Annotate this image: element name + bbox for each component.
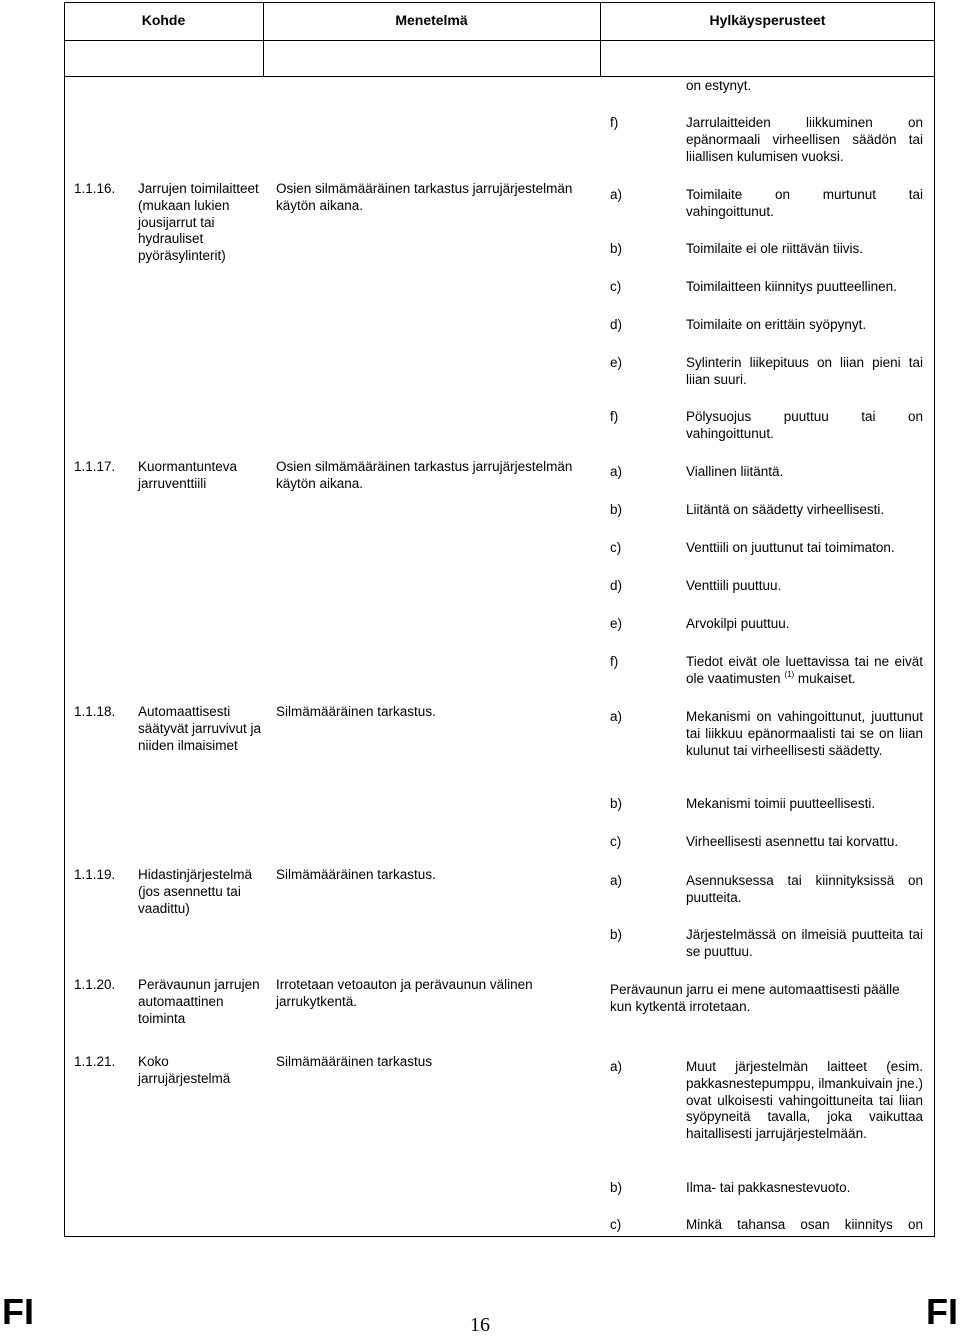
- item-label: e): [610, 616, 623, 631]
- item-text: Asennuksessa tai kiinnityksissä on puutteita.: [686, 873, 923, 905]
- row-number: 1.1.17.: [74, 459, 116, 474]
- item-text: Mekanismi on vahingoittunut, juuttunut tai liikkuu epänormaalisti tai se on liian kulunut tai virheellisesti säädetty.: [686, 709, 923, 758]
- item-label: e): [610, 355, 623, 370]
- row-kohde: Automaattisesti säätyvät jarruvivut ja niiden ilmaisimet: [138, 704, 262, 753]
- item-label: a): [610, 709, 623, 724]
- item-text: Mekanismi toimii puutteellisesti.: [686, 796, 876, 811]
- row-menetelma: Silmämääräinen tarkastus.: [276, 704, 436, 719]
- item-text: [686, 654, 923, 688]
- continuation-text: on estynyt.: [686, 78, 752, 93]
- row-criterion: Perävaunun jarru ei mene automaattisesti päälle kun kytkentä irrotetaan.: [610, 982, 900, 1014]
- item-label: f): [610, 115, 619, 130]
- row-kohde: Koko jarrujärjestelmä: [138, 1054, 231, 1086]
- row-number: 1.1.16.: [74, 181, 116, 196]
- item-label: a): [610, 1059, 623, 1074]
- item-text: Jarrulaitteiden liikkuminen on epänormaali virheellisen säädön tai liiallisen kulumisen vuoksi.: [686, 115, 923, 164]
- row-number: 1.1.18.: [74, 704, 116, 719]
- item-label: c): [610, 834, 622, 849]
- item-label: c): [610, 1217, 622, 1232]
- footnote-ref: (1): [784, 669, 795, 679]
- item-label: a): [610, 464, 623, 479]
- row-kohde: Hidastinjärjestelmä (jos asennettu tai vaadittu): [138, 867, 253, 916]
- item-text: Liitäntä on säädetty virheellisesti.: [686, 502, 885, 517]
- item-text: Arvokilpi puuttuu.: [686, 616, 790, 631]
- item-text: Toimilaite on erittäin syöpynyt.: [686, 317, 867, 332]
- item-label: c): [610, 279, 622, 294]
- item-text: Minkä tahansa osan kiinnitys on: [686, 1217, 923, 1232]
- item-text: Toimilaitteen kiinnitys puutteellinen.: [686, 279, 897, 294]
- row-kohde: Perävaunun jarrujen automaattinen toiminta: [138, 977, 260, 1026]
- item-text-main: Tiedot eivät ole luettavissa tai ne eivät ole vaatimusten: [686, 654, 923, 686]
- item-label: a): [610, 873, 623, 888]
- row-number: 1.1.19.: [74, 867, 116, 882]
- item-label: a): [610, 187, 623, 202]
- header-kohde: Kohde: [141, 12, 186, 28]
- item-text: Järjestelmässä on ilmeisiä puutteita tai se puuttuu.: [686, 927, 923, 959]
- item-label: f): [610, 409, 619, 424]
- item-label: b): [610, 1180, 623, 1195]
- page-number: 16: [470, 1314, 490, 1336]
- item-text: Viallinen liitäntä.: [686, 464, 784, 479]
- row-menetelma: Silmämääräinen tarkastus: [276, 1054, 433, 1069]
- footer-language-right: FI: [926, 1291, 958, 1332]
- item-text: Pölysuojus puuttuu tai on vahingoittunut.: [686, 409, 923, 441]
- item-text: Muut järjestelmän laitteet (esim. pakkasnestepumppu, ilmankuivain jne.) ovat ulkoisesti vahingoittuneita tai liian syöpyneitä tavalla, joka vaikuttaa haitallisesti jarrujärjestelmään.: [686, 1059, 923, 1142]
- footer-language-left: FI: [2, 1291, 34, 1332]
- item-text: Toimilaite ei ole riittävän tiivis.: [686, 241, 864, 256]
- row-number: 1.1.21.: [74, 1054, 116, 1069]
- item-text: Virheellisesti asennettu tai korvattu.: [686, 834, 899, 849]
- item-text: Venttiili puuttuu.: [686, 578, 782, 593]
- row-kohde: Jarrujen toimilaitteet (mukaan lukien jousijarrut tai hydrauliset pyöräsylinterit): [138, 181, 259, 264]
- header-hylkaysperusteet: Hylkäysperusteet: [709, 12, 826, 28]
- row-kohde: Kuormantunteva jarruventtiili: [138, 459, 238, 491]
- header-menetelma: Menetelmä: [395, 12, 468, 28]
- item-label: b): [610, 796, 623, 811]
- item-text-end: mukaiset.: [797, 670, 856, 686]
- item-label: d): [610, 317, 623, 332]
- row-number: 1.1.20.: [74, 977, 116, 992]
- item-label: b): [610, 502, 623, 517]
- item-label: d): [610, 578, 623, 593]
- row-menetelma: Irrotetaan vetoauton ja perävaunun välinen jarrukytkentä.: [276, 977, 533, 1009]
- item-text: Sylinterin liikepituus on liian pieni tai liian suuri.: [686, 355, 923, 387]
- item-label: f): [610, 654, 619, 669]
- header-bottom-line: [64, 76, 935, 77]
- item-label: b): [610, 927, 623, 942]
- row-menetelma: Silmämääräinen tarkastus.: [276, 867, 436, 882]
- item-label: c): [610, 540, 622, 555]
- row-menetelma: Osien silmämääräinen tarkastus jarrujärjestelmän käytön aikana.: [276, 459, 573, 491]
- item-text: Venttiili on juuttunut tai toimimaton.: [686, 540, 895, 555]
- item-text: Toimilaite on murtunut tai vahingoittunut.: [686, 187, 923, 219]
- row-menetelma: Osien silmämääräinen tarkastus jarrujärjestelmän käytön aikana.: [276, 181, 573, 213]
- item-label: b): [610, 241, 623, 256]
- header-separator: [64, 40, 935, 41]
- item-text: Ilma- tai pakkasnestevuoto.: [686, 1180, 851, 1195]
